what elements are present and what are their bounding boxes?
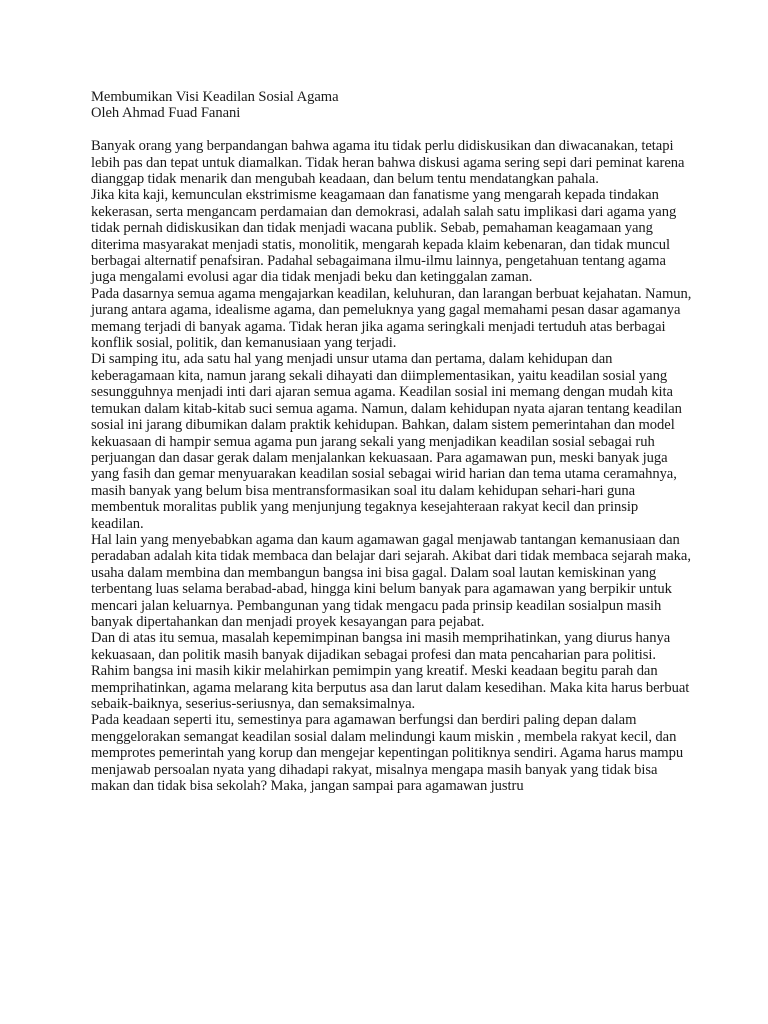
title-spacer bbox=[91, 122, 693, 138]
paragraph-5: Hal lain yang menyebabkan agama dan kaum agamawan gagal menjawab tantangan kemanusiaan dan peradaban adalah kita tidak membaca dan belajar dari sejarah. Akibat dari tidak membaca sejarah maka, usaha dalam membina dan membangun bangsa ini bisa gagal. Dalam soal lautan kemiskinan yang terbentang luas selama berabad-abad, hingga kini belum banyak para agamawan yang berpikir untuk mencari jalan keluarnya. Pembangunan yang tidak mengacu pada prinsip keadilan sosialpun masih banyak dipertahankan dan menjadi proyek kesayangan para pejabat. bbox=[91, 531, 691, 630]
paragraph-4: Di samping itu, ada satu hal yang menjadi unsur utama dan pertama, dalam kehidupan dan keberagamaan kita, namun jarang sekali dihayati dan diimplementasikan, yaitu keadilan sosial yang sesungguhnya menjadi inti dari ajaran semua agama. Keadilan sosial ini memang dengan mudah kita temukan dalam kitab-kitab suci semua agama. Namun, dalam kehidupan nyata ajaran tentang keadilan sosial ini jarang dibumikan dalam praktik kehidupan. Bahkan, dalam sistem pemerintahan dan model kekuasaan di hampir semua agama pun jarang sekali yang menjadikan keadilan sosial sebagai ruh perjuangan dan dasar gerak dalam menjalankan kekuasaan. Para agamawan pun, meski banyak juga yang fasih dan gemar menyuarakan keadilan sosial sebagai wirid harian dan tema utama ceramahnya, masih banyak yang belum bisa mentransformasikan soal itu dalam kehidupan sehari-hari guna membentuk moralitas publik yang menjunjung tegaknya kesejahteraan rakyat kecil dan prinsip keadilan. bbox=[91, 351, 682, 532]
article-author: Oleh Ahmad Fuad Fanani bbox=[91, 105, 241, 122]
paragraph-3: Pada dasarnya semua agama mengajarkan keadilan, keluhuran, dan larangan berbuat kejahatan. Namun, jurang antara agama, idealisme agama, dan pemeluknya yang gagal memahami pesan dasar agamanya memang terjadi di banyak agama. Tidak heran jika agama seringkali menjadi tertuduh atas berbagai konflik sosial, politik, dan kemanusiaan yang terjadi. bbox=[91, 285, 692, 352]
article-body bbox=[91, 89, 693, 794]
paragraph-6: Dan di atas itu semua, masalah kepemimpinan bangsa ini masih memprihatinkan, yang diurus hanya kekuasaan, dan politik masih banyak dijadikan sebagai profesi dan mata pencaharian para politisi. Rahim bangsa ini masih kikir melahirkan pemimpin yang kreatif. Meski keadaan begitu parah dan memprihatinkan, agama melarang kita berputus asa dan larut dalam kesedihan. Maka kita harus berbuat sebaik-baiknya, seserius-seriusnya, dan semaksimalnya. bbox=[91, 630, 690, 713]
paragraph-7: Pada keadaan seperti itu, semestinya para agamawan berfungsi dan berdiri paling depan dalam menggelorakan semangat keadilan sosial dalam melindungi kaum miskin , membela rakyat kecil, dan memprotes pemerintah yang korup dan mengejar kepentingan politiknya sendiri. Agama harus mampu menjawab persoalan nyata yang dihadapi rakyat, misalnya mengapa masih banyak yang tidak bisa makan dan tidak bisa sekolah? Maka, jangan sampai para agamawan justru bbox=[91, 712, 684, 795]
paragraph-2: Jika kita kaji, kemunculan ekstrimisme keagamaan dan fanatisme yang mengarah kepada tindakan kekerasan, serta mengancam perdamaian dan demokrasi, adalah salah satu implikasi dari agama yang tidak pernah didiskusikan dan tidak menjadi wacana publik. Sebab, pemahaman keagamaan yang diterima masyarakat menjadi statis, monolitik, mengarah kepada klaim kebenaran, dan tidak muncul berbagai alternatif penafsiran. Padahal sebagaimana ilmu-ilmu lainnya, pengetahuan tentang agama juga mengalami evolusi agar dia tidak menjadi beku dan ketinggalan zaman. bbox=[91, 187, 677, 286]
article-title: Membumikan Visi Keadilan Sosial Agama bbox=[91, 89, 339, 105]
paragraph-1: Banyak orang yang berpandangan bahwa agama itu tidak perlu didiskusikan dan diwacanakan, tetapi lebih pas dan tepat untuk diamalkan. Tidak heran bahwa diskusi agama sering sepi dari peminat karena dianggap tidak menarik dan mengubah keadaan, dan belum tentu mendatangkan pahala. bbox=[91, 138, 685, 188]
